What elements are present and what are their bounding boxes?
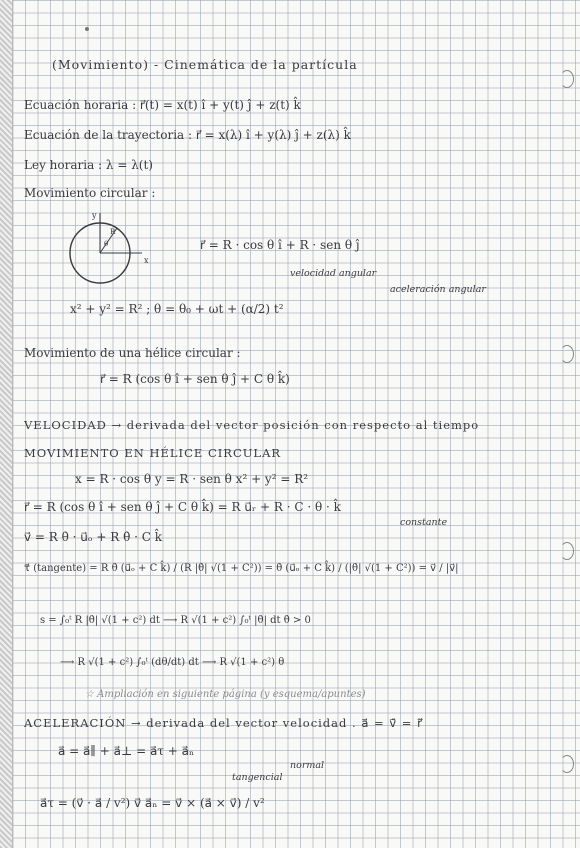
helice-vector: r⃗ = R (cos θ î + sen θ ĵ + C θ k̂) — [100, 372, 290, 386]
aceleracion-definition: ACELERACIÓN → derivada del vector velocidad . a⃗ = v̇⃗ = r̈⃗ — [24, 716, 423, 730]
punch-hole — [560, 70, 574, 88]
helice-coordinates: x = R · cos θ y = R · sen θ x² + y² = R² — [75, 472, 309, 486]
fig-axis-x: x — [144, 256, 149, 265]
arc-length-integral: s = ∫₀ᵗ R |θ̇| √(1 + c²) dt ⟶ R √(1 + c²) ∫₀ᵗ |θ̇| dt θ̇ > 0 — [40, 615, 311, 626]
ley-horaria: Ley horaria : λ = λ(t) — [24, 158, 153, 172]
note-normal: normal — [290, 760, 325, 771]
helice-position: r⃗ = R (cos θ î + sen θ ĵ + C θ k̂) = R u⃗ᵣ + R · C · θ · k̂ — [24, 500, 341, 514]
note-constante: constante — [400, 517, 448, 528]
note-aceleracion-angular: aceleración angular — [390, 284, 486, 295]
tangent-vector: τ⃗ (tangente) = R θ̇ (u⃗ₒ + C k̂) / (R |θ̇| √(1 + C²)) = θ̇ (u⃗ₒ + C k̂) / (|θ̇| √(1 + C²)) = v⃗ / |v⃗| — [24, 563, 459, 574]
ecuacion-trayectoria: Ecuación de la trayectoria : r⃗ = x(λ) î + y(λ) ĵ + z(λ) k̂ — [24, 128, 351, 142]
ink-dot — [85, 27, 89, 31]
helice-label: Movimiento de una hélice circular : — [24, 346, 241, 360]
ampliacion-note: ☆ Ampliación en siguiente página (y esquema/apuntes) — [85, 689, 366, 700]
fig-radius-label: R — [110, 228, 116, 236]
acceleration-components: a⃗ = a⃗∥ + a⃗⊥ = a⃗τ + a⃗ₙ — [58, 744, 195, 758]
ecuacion-horaria: Ecuación horaria : r⃗(t) = x(t) î + y(t) ĵ + z(t) k̂ — [24, 98, 301, 112]
circular-equations: x² + y² = R² ; θ = θ₀ + ωt + (α/2) t² — [70, 302, 284, 316]
binding-strip — [0, 0, 13, 848]
movimiento-circular-label: Movimiento circular : — [24, 186, 156, 200]
arc-length-result: ⟶ R √(1 + c²) ∫₀ᵗ (dθ/dt) dt ⟶ R √(1 + c²) θ — [60, 657, 285, 668]
note-tangencial: tangencial — [232, 772, 283, 783]
helice-velocity: v⃗ = R θ̇ · u⃗ₒ + R θ̇ · C k̂ — [24, 530, 162, 544]
page-title: (Movimiento) - Cinemática de la partícula — [52, 57, 358, 72]
note-velocidad-angular: velocidad angular — [290, 268, 377, 279]
velocidad-definition: VELOCIDAD → derivada del vector posición con respecto al tiempo — [24, 418, 480, 432]
fig-angle-label: θ — [104, 240, 109, 248]
circle-diagram — [62, 208, 152, 288]
fig-axis-y: y — [92, 211, 97, 220]
punch-hole — [560, 755, 574, 773]
punch-hole — [560, 345, 574, 363]
acceleration-formulas: a⃗τ = (v⃗ · a⃗ / v²) v⃗ a⃗ₙ = v⃗ × (a⃗ × v⃗) / v² — [40, 796, 265, 810]
movimiento-helice-heading: MOVIMIENTO EN HÉLICE CIRCULAR — [24, 446, 282, 460]
punch-hole — [560, 542, 574, 560]
circular-position-vector: r⃗ = R · cos θ î + R · sen θ ĵ — [200, 238, 360, 252]
